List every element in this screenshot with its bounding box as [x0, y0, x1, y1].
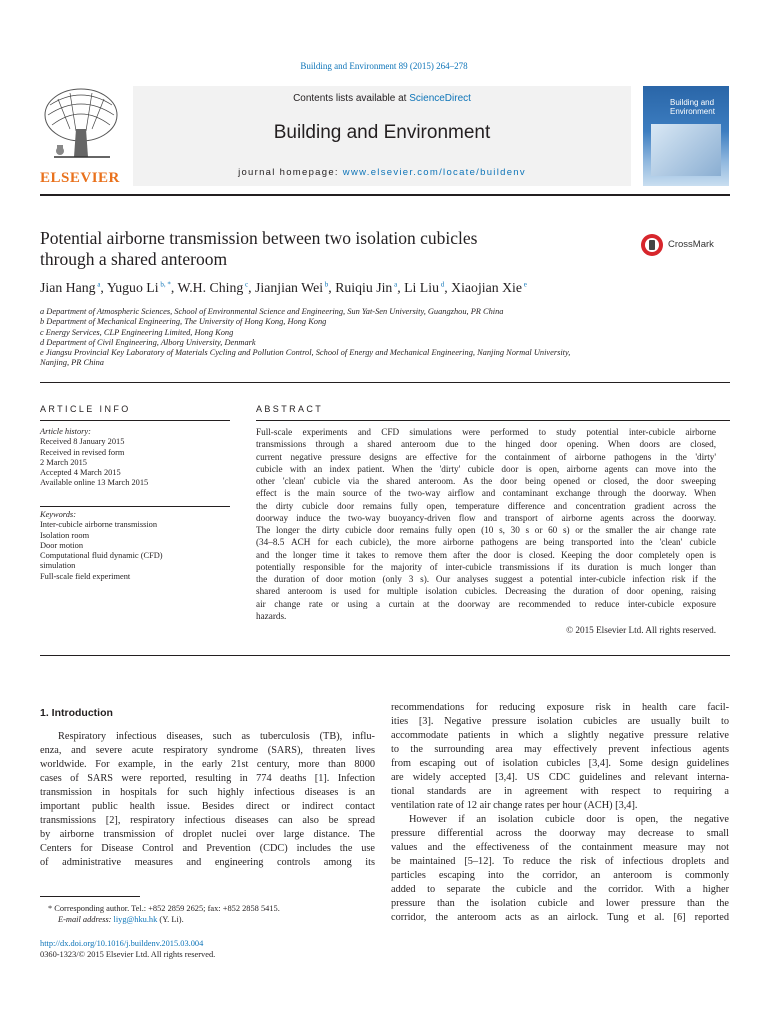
abstract-line: hazards.	[256, 610, 287, 621]
intro-right-column	[391, 701, 729, 925]
journal-citation[interactable]: Building and Environment 89 (2015) 264–278	[300, 61, 468, 71]
crossmark-badge[interactable]	[640, 232, 735, 258]
body-line: transmission in hospitals for such highly infectious diseases is an	[40, 787, 375, 798]
keyword-item: Inter-cubicle airborne transmission	[40, 520, 158, 530]
history-label: Article history:	[40, 427, 91, 436]
footnote-rule	[40, 896, 140, 897]
abstract-line: and the longer time it takes to remove them after the door is closed. Keeping the door completely open is	[256, 549, 716, 560]
keywords-label: Keywords:	[40, 510, 76, 519]
body-line: added to separate the cubicle and the corridor. With a higher	[391, 884, 729, 895]
body-line: ities [3]. Negative pressure isolation cubicles are usually built to	[391, 716, 729, 727]
journal-cover[interactable]	[643, 86, 729, 186]
author-affiliation-mark[interactable]: b	[323, 280, 329, 289]
author-separator: ,	[248, 280, 256, 295]
keyword-item: Isolation room	[40, 530, 90, 540]
article-history	[40, 427, 230, 489]
affiliation-line: b Department of Mechanical Engineering, The University of Hong Kong, Hong Kong	[40, 317, 327, 327]
body-line: pressure than the isolation cubicle and lower pressure than the	[391, 898, 729, 909]
abstract-line: Full-scale experiments and CFD simulations were performed to study potential inter-cubicle airborne	[256, 427, 716, 437]
history-item: Available online 13 March 2015	[40, 478, 149, 488]
cover-title-1: Building and	[670, 98, 715, 107]
body-line: ventilation rate of 12 air change rates per hour (ACH) [3,4].	[391, 800, 638, 811]
contents-line	[133, 93, 631, 104]
author-name[interactable]: Jianjian Wei	[255, 280, 324, 295]
abstract-line: transmissions through a shared anteroom due to the hinged door opening. When doors are closed,	[256, 439, 716, 450]
body-line: worldwide. For example, in the early 21st century, more than 8000	[40, 759, 375, 770]
abstract-line: shared anteroom is used for multiple isolation cubicles. Decreasing the duration of door opening, raising	[256, 586, 716, 597]
abstract-heading: ABSTRACT	[256, 404, 324, 414]
journal-homepage	[133, 167, 631, 178]
history-item: 2 March 2015	[40, 457, 87, 467]
body-line: of administrative measures and engineering controls among its	[40, 857, 375, 868]
abstract-line: doorway induce the two-way buoyancy-driven flow and transport of airborne agents across the doorway.	[256, 512, 716, 523]
history-item: Received in revised form	[40, 447, 125, 457]
cover-image	[651, 124, 721, 176]
abstract-line: the duration of door motion (only 3 s). Our analyses suggest a potential inter-cubicle infection risk if the	[256, 574, 716, 584]
body-line: important public health issue. Besides direct or indirect contact	[40, 801, 375, 812]
email-prefix: E-mail address:	[58, 915, 114, 924]
abstract-line: potentially responsible for the majority of inter-cubicle transmissions if its duration is much longer than	[256, 561, 716, 572]
abstract-text	[256, 426, 716, 622]
author-affiliation-mark[interactable]: b, *	[158, 280, 171, 289]
contents-prefix: Contents lists available at	[293, 93, 410, 104]
body-line: tional standards are in agreement with respect to requiring a	[391, 786, 729, 797]
journal-name: Building and Environment	[273, 122, 491, 143]
homepage-link[interactable]: www.elsevier.com/locate/buildenv	[342, 167, 526, 178]
header-rule	[40, 194, 730, 196]
body-line: values and the effectiveness of the containment measure may not	[391, 842, 729, 853]
title-line-1: Potential airborne transmission between two isolation cubicles	[40, 228, 478, 248]
affiliations	[40, 307, 730, 369]
history-item: Accepted 4 March 2015	[40, 468, 121, 478]
author-name[interactable]: Yuguo Li	[106, 280, 159, 295]
body-line: pressure differential across the doorway may decrease to small	[391, 828, 729, 839]
keyword-item: Full-scale field experiment	[40, 571, 131, 581]
author-separator: ,	[397, 280, 405, 295]
keyword-item: Door motion	[40, 540, 84, 550]
body-line: from escaping out of isolation cubicles [3,4]. Some design guidelines	[391, 758, 729, 769]
sciencedirect-link[interactable]: ScienceDirect	[409, 93, 471, 104]
keyword-item: simulation	[40, 561, 76, 571]
author-affiliation-mark[interactable]: e	[522, 280, 527, 289]
email-link[interactable]: liyg@hku.hk	[113, 915, 158, 924]
body-line: by airborne transmission of droplet nuclei over large distance. The	[40, 829, 375, 840]
abstract-line: cubicle with an index patient. When the 'dirty' cubicle door is open, airborne agents can move into the	[256, 463, 716, 474]
body-line: recommendations for reducing exposure risk in health care facil-	[391, 702, 729, 713]
issn: 0360-1323/© 2015 Elsevier Ltd. All rights reserved.	[40, 950, 216, 959]
author-separator: ,	[328, 280, 336, 295]
body-line: be maintained [5–12]. To reduce the risk of infectious droplets and	[391, 856, 729, 867]
affiliation-line: c Energy Services, CLP Engineering Limited, Hong Kong	[40, 327, 234, 337]
affiliation-line: e Jiangsu Provincial Key Laboratory of Materials Cycling and Pollution Control, School of Energy and Mechanical Engineering, Nanjing Normal University,	[40, 348, 571, 358]
body-line: Respiratory infectious diseases, such as tuberculosis (TB), influ-	[58, 731, 375, 742]
body-line: enza, and severe acute respiratory syndrome (SARS), threaten lives	[40, 745, 375, 756]
affiliation-line: Nanjing, PR China	[40, 358, 104, 368]
body-line: However if an isolation cubicle door is open, the negative	[409, 814, 729, 825]
body-line: to the surrounding area may effectively prevent infectious agents	[391, 744, 729, 755]
abstract-line: current negative pressure designs are effective for the containment of airborne pathogens in the 'dirty'	[256, 451, 716, 462]
article-info-rule	[40, 420, 230, 421]
body-line: accommodate patients in which a slightly negative pressure relative	[391, 730, 729, 741]
affiliation-rule	[40, 382, 730, 383]
elsevier-logo[interactable]	[40, 85, 122, 185]
author-affiliation-mark[interactable]: a	[392, 280, 398, 289]
keywords-list	[40, 520, 230, 582]
body-line: transmissions [2], respiratory infectious diseases can also be spread	[40, 815, 375, 826]
abstract-line: air change rate or using a curtain at the doorway are recommended to reduce inter-cubicle exposure	[256, 598, 716, 609]
author-separator: ,	[444, 280, 452, 295]
author-name[interactable]: Xiaojian Xie	[451, 280, 523, 295]
affiliation-line: d Department of Civil Engineering, Alborg University, Denmark	[40, 337, 256, 347]
keywords	[40, 510, 230, 582]
abstract-rule	[256, 420, 730, 421]
author-separator: ,	[100, 280, 107, 295]
body-line: cases of SARS were reported, resulting in 774 deaths [1]. Infection	[40, 773, 375, 784]
history-item: Received 8 January 2015	[40, 437, 125, 447]
copyright: © 2015 Elsevier Ltd. All rights reserved.	[566, 625, 716, 635]
article-info-heading: ARTICLE INFO	[40, 404, 131, 414]
author-affiliation-mark[interactable]: c	[243, 280, 249, 289]
body-line: Centers for Disease Control and Prevention (CDC) includes the use	[40, 843, 375, 854]
cover-title-2: Environment	[670, 107, 715, 116]
body-line: are widely accepted [3,4]. US CDC guidelines and relevant interna-	[391, 772, 729, 783]
keyword-item: Computational fluid dynamic (CFD)	[40, 551, 163, 561]
abstract-line: (34–8.5 ACH for each cubicle), the more airborne pathogens are being transported into the 'clean' cubicle	[256, 537, 716, 548]
email-suffix: (Y. Li).	[157, 915, 184, 924]
author-name[interactable]: Li Liu	[404, 280, 439, 295]
author-separator: ,	[170, 280, 178, 295]
author-name[interactable]: W.H. Ching	[177, 280, 244, 295]
history-list	[40, 437, 230, 488]
email-line	[58, 915, 184, 925]
article-title	[40, 228, 477, 270]
title-line-2: through a shared anteroom	[40, 249, 228, 269]
author-name[interactable]: Ruiqiu Jin	[335, 280, 393, 295]
affiliation-line: a Department of Atmospheric Sciences, School of Environmental Science and Engineering, Sun Yat-Sen University, Guangzhou, PR China	[40, 307, 504, 316]
abstract-line: effect is the main source of the two-way airflow and contaminant exchange through the doorway. When	[256, 488, 716, 499]
publisher-name: ELSEVIER	[40, 170, 120, 186]
elsevier-tree-icon	[40, 85, 122, 165]
abstract-line: other 'clean' cubicle via the shared anteroom. As the door being opened or closed, the door sweeping	[256, 476, 716, 486]
abstract-end-rule	[40, 655, 730, 656]
keywords-rule	[40, 506, 230, 507]
intro-heading: 1. Introduction	[40, 707, 113, 719]
corresponding-author: * Corresponding author. Tel.: +852 2859 2625; fax: +852 2858 5415.	[48, 904, 280, 913]
crossmark-icon	[640, 232, 664, 258]
abstract-line: the dirty cubicle door remains fully open, temperature difference and concentration gradient across the	[256, 500, 716, 511]
body-line: corridor, the anteroom acts as an airlock. Tung et al. [6] reported	[391, 912, 729, 923]
homepage-prefix: journal homepage:	[238, 167, 343, 178]
author-affiliation-mark[interactable]: d	[438, 280, 445, 289]
intro-left-column	[40, 730, 375, 870]
body-line: particles escaping into the corridor, an anteroom is commonly	[391, 870, 729, 881]
author-name[interactable]: Jian Hang	[40, 280, 96, 295]
author-affiliation-mark[interactable]: a	[95, 280, 101, 289]
author-list	[40, 280, 527, 296]
crossmark-label: CrossMark	[668, 239, 714, 250]
abstract-line: The longer the dirty cubicle door remains fully open (10 s, 30 s or 60 s) or the smaller the air change rate	[256, 525, 716, 535]
doi-link[interactable]: http://dx.doi.org/10.1016/j.buildenv.2015.03.004	[40, 939, 204, 948]
